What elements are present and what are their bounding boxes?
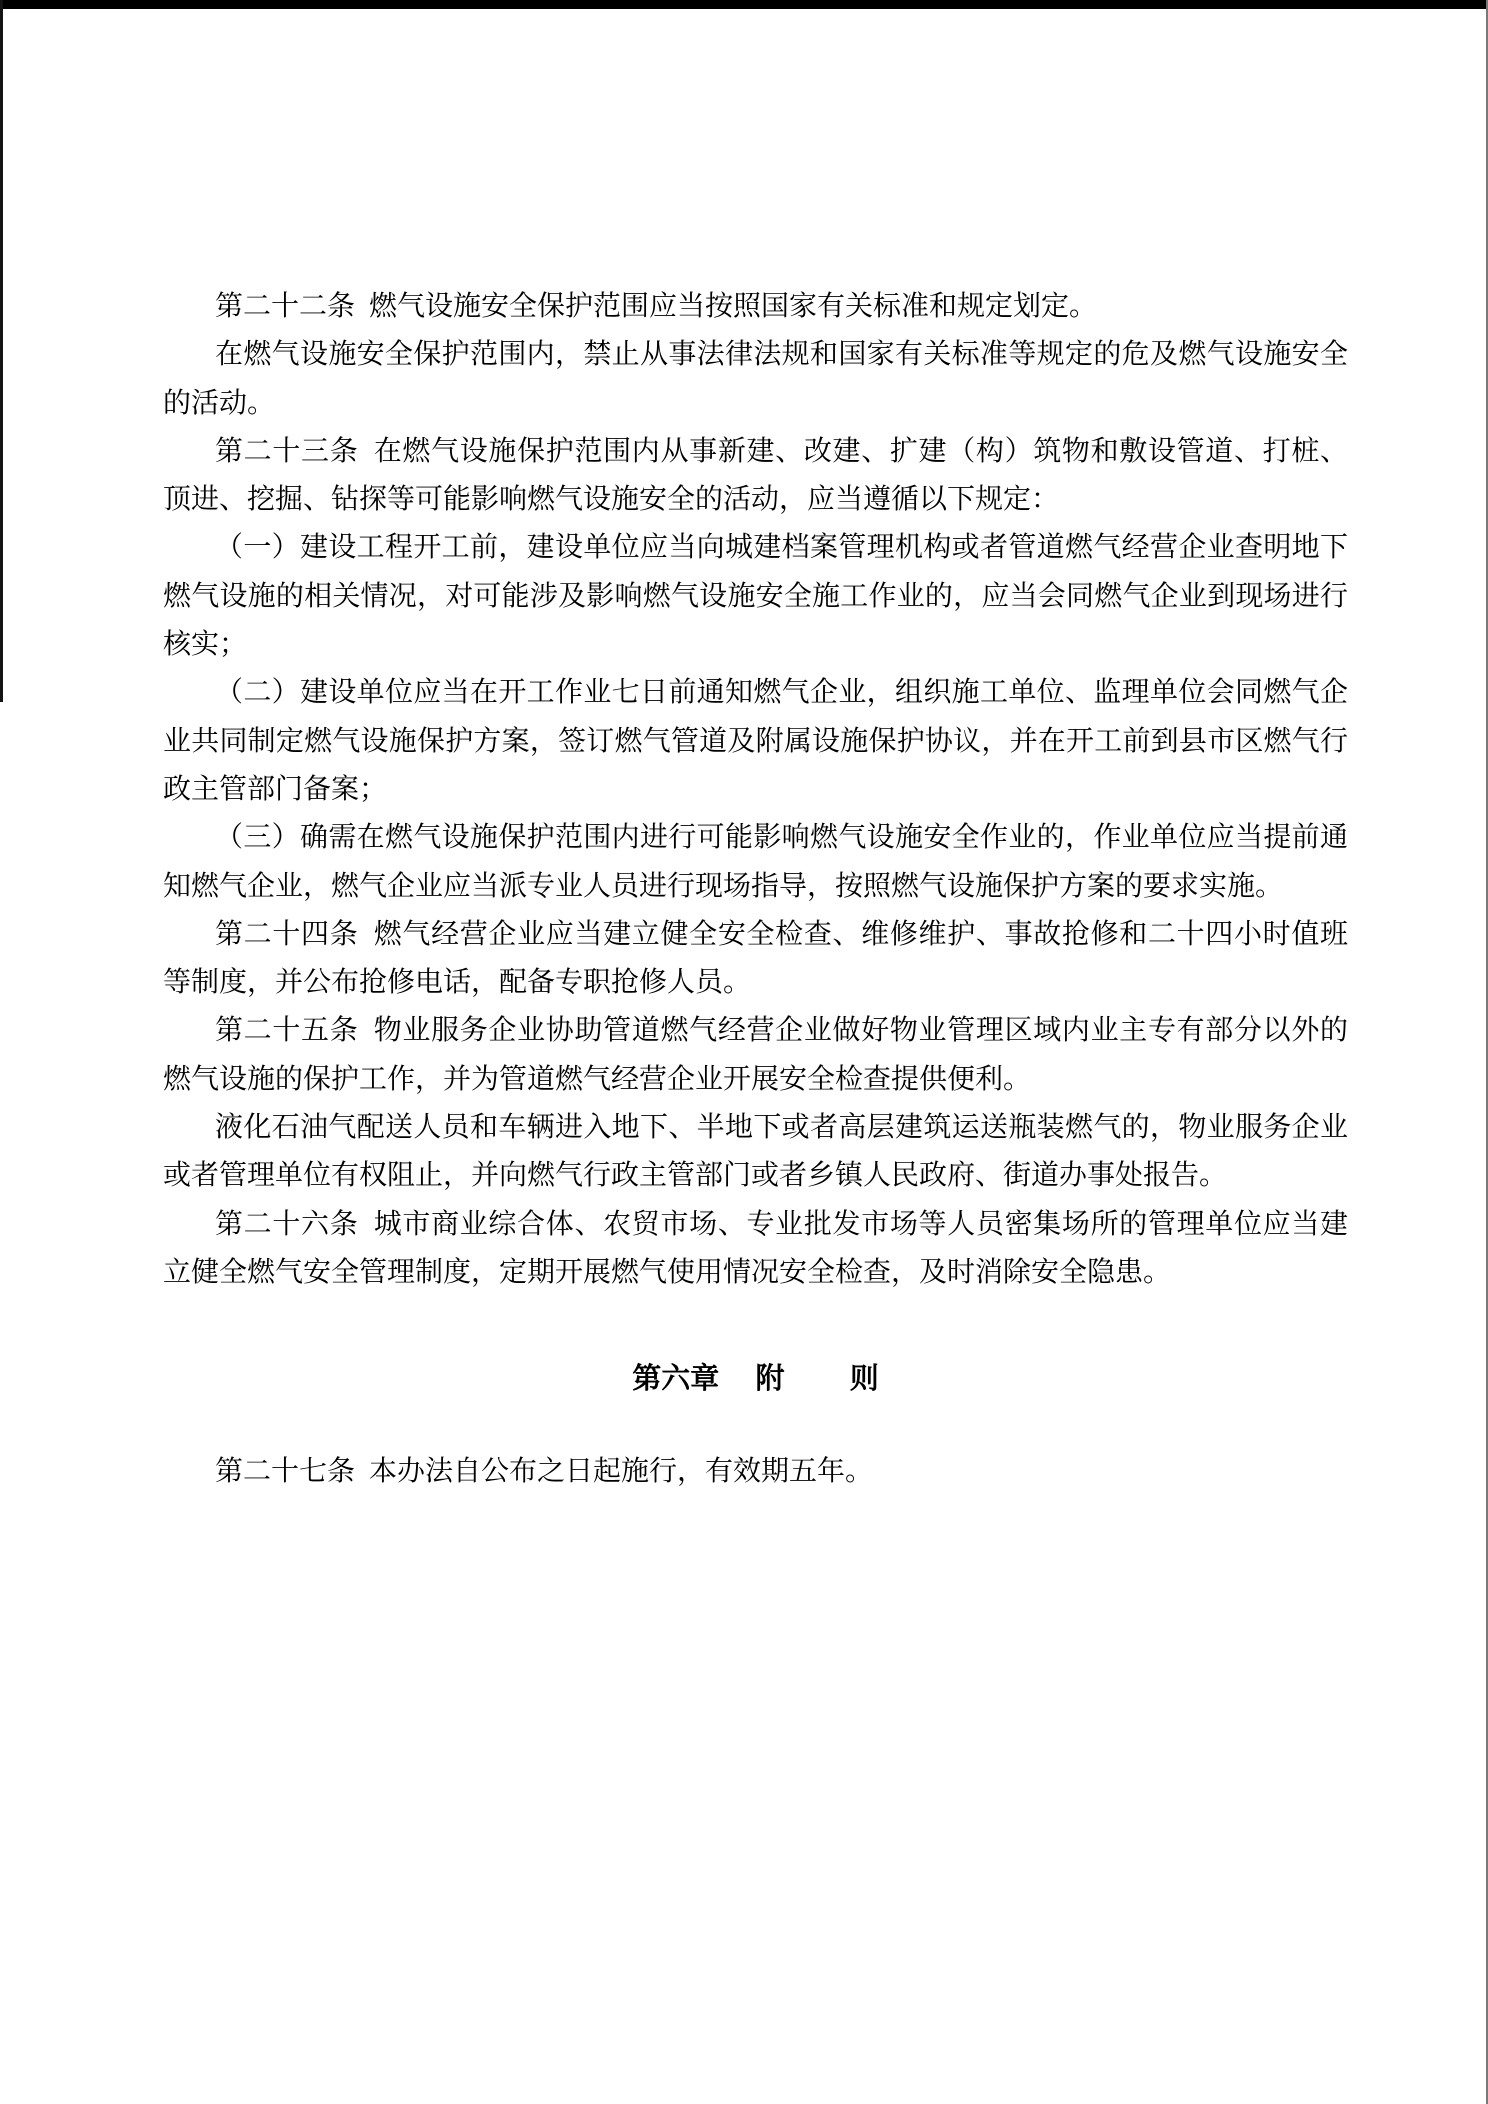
chapter-heading-title-char-1: 附	[755, 1363, 785, 1396]
paragraph-article-23-item-1: （一）建设工程开工前，建设单位应当向城建档案管理机构或者管道燃气经营企业查明地下燃气设施的相关情况，对可能涉及影响燃气设施安全施工作业的，应当会同燃气企业到现场进行核实；	[163, 532, 1348, 661]
document-body	[163, 283, 1348, 1496]
top-edge-bar	[0, 0, 1488, 9]
paragraph-article-23-item-2: （二）建设单位应当在开工作业七日前通知燃气企业，组织施工单位、监理单位会同燃气企业共同制定燃气设施保护方案，签订燃气管道及附属设施保护协议，并在开工前到县市区燃气行政主管部门备案；	[163, 677, 1348, 805]
paragraph-article-23: 第二十三条 在燃气设施保护范围内从事新建、改建、扩建（构）筑物和敷设管道、打桩、顶进、挖掘、钻探等可能影响燃气设施安全的活动，应当遵循以下规定：	[163, 435, 1348, 516]
paragraph-article-26: 第二十六条 城市商业综合体、农贸市场、专业批发市场等人员密集场所的管理单位应当建立健全燃气安全管理制度，定期开展燃气使用情况安全检查，及时消除安全隐患。	[163, 1208, 1348, 1288]
chapter-heading-title-char-2: 则	[849, 1363, 879, 1396]
paragraph-article-22-clause: 在燃气设施安全保护范围内，禁止从事法律法规和国家有关标准等规定的危及燃气设施安全的活动。	[163, 339, 1348, 419]
chapter-heading	[163, 1355, 1348, 1403]
left-edge-line	[0, 0, 3, 702]
paragraph-article-25-clause: 液化石油气配送人员和车辆进入地下、半地下或者高层建筑运送瓶装燃气的，物业服务企业或者管理单位有权阻止，并向燃气行政主管部门或者乡镇人民政府、街道办事处报告。	[163, 1112, 1348, 1192]
paragraph-article-25: 第二十五条 物业服务企业协助管道燃气经营企业做好物业管理区域内业主专有部分以外的燃气设施的保护工作，并为管道燃气经营企业开展安全检查提供便利。	[163, 1015, 1348, 1095]
paragraph-article-23-item-3: （三）确需在燃气设施保护范围内进行可能影响燃气设施安全作业的，作业单位应当提前通知燃气企业，燃气企业应当派专业人员进行现场指导，按照燃气设施保护方案的要求实施。	[163, 822, 1348, 902]
paragraph-article-27: 第二十七条 本办法自公布之日起施行，有效期五年。	[215, 1455, 874, 1487]
paragraph-article-24: 第二十四条 燃气经营企业应当建立健全安全检查、维修维护、事故抢修和二十四小时值班等制度，并公布抢修电话，配备专职抢修人员。	[163, 918, 1348, 999]
chapter-heading-number: 第六章	[632, 1363, 720, 1396]
paragraph-article-22: 第二十二条 燃气设施安全保护范围应当按照国家有关标准和规定划定。	[215, 291, 1098, 322]
